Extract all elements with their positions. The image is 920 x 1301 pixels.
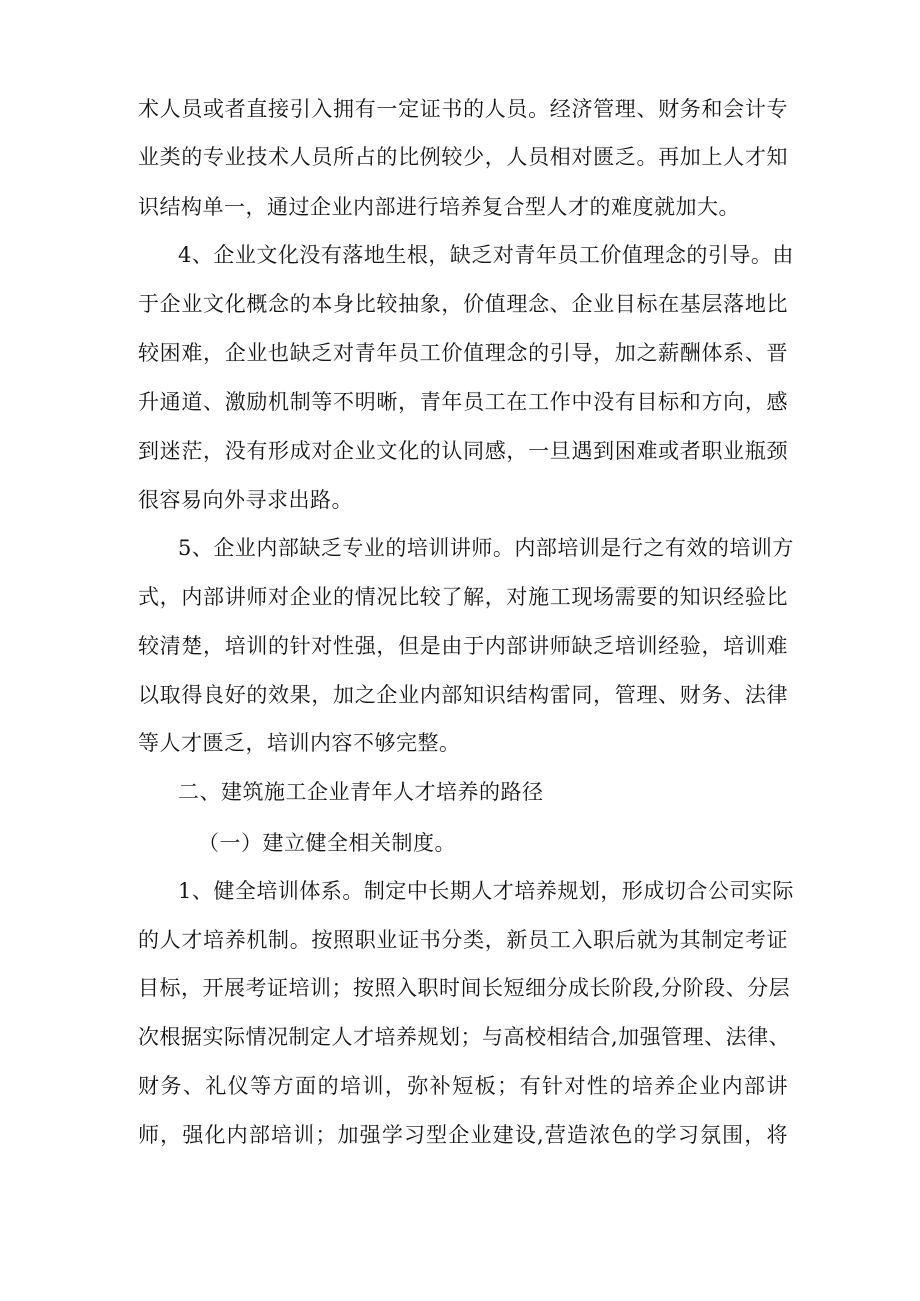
paragraph-line: 较困难，企业也缺乏对青年员工价值理念的引导，加之薪酬体系、晋	[138, 341, 788, 365]
paragraph-line: 5、企业内部缺乏专业的培训讲师。内部培训是行之有效的培训方	[178, 536, 794, 560]
paragraph-line: 业类的专业技术人员所占的比例较少，人员相对匮乏。再加上人才知	[138, 145, 788, 169]
paragraph-line: 以取得良好的效果，加之企业内部知识结构雷同，管理、财务、法律	[138, 683, 788, 707]
paragraph-line: 识结构单一，通过企业内部进行培养复合型人才的难度就加大。	[138, 195, 740, 219]
paragraph-line: 1、健全培训体系。制定中长期人才培养规划，形成切合公司实际	[178, 879, 794, 903]
paragraph-line: 很容易向外寻求出路。	[138, 488, 353, 512]
paragraph-line: 目标，开展考证培训；按照入职时间长短细分成长阶段,分阶段、分层	[138, 976, 791, 1000]
paragraph-line: 的人才培养机制。按照职业证书分类，新员工入职后就为其制定考证	[138, 928, 788, 952]
paragraph-line: 式，内部讲师对企业的情况比较了解，对施工现场需要的知识经验比	[138, 585, 788, 609]
paragraph-line: 较清楚，培训的针对性强，但是由于内部讲师缺乏培训经验，培训难	[138, 634, 788, 658]
paragraph-line: 于企业文化概念的本身比较抽象，价值理念、企业目标在基层落地比	[138, 292, 788, 316]
paragraph-line: 术人员或者直接引入拥有一定证书的人员。经济管理、财务和会计专	[138, 97, 788, 121]
subsection-heading: （一）建立健全相关制度。	[198, 831, 456, 855]
paragraph-line: 到迷茫，没有形成对企业文化的认同感，一旦遇到困难或者职业瓶颈	[138, 439, 788, 463]
paragraph-line: 财务、礼仪等方面的培训，弥补短板；有针对性的培养企业内部讲	[138, 1074, 788, 1098]
paragraph-line: 次根据实际情况制定人才培养规划；与高校相结合,加强管理、法律、	[138, 1025, 791, 1049]
paragraph-line: 升通道、激励机制等不明晰，青年员工在工作中没有目标和方向，感	[138, 390, 788, 414]
section-heading: 二、建筑施工企业青年人才培养的路径	[178, 780, 544, 804]
paragraph-line: 等人才匮乏，培训内容不够完整。	[138, 731, 461, 755]
paragraph-line: 师，强化内部培训；加强学习型企业建设,营造浓色的学习氛围，将	[138, 1123, 788, 1147]
paragraph-line: 4、企业文化没有落地生根，缺乏对青年员工价值理念的引导。由	[178, 243, 794, 267]
